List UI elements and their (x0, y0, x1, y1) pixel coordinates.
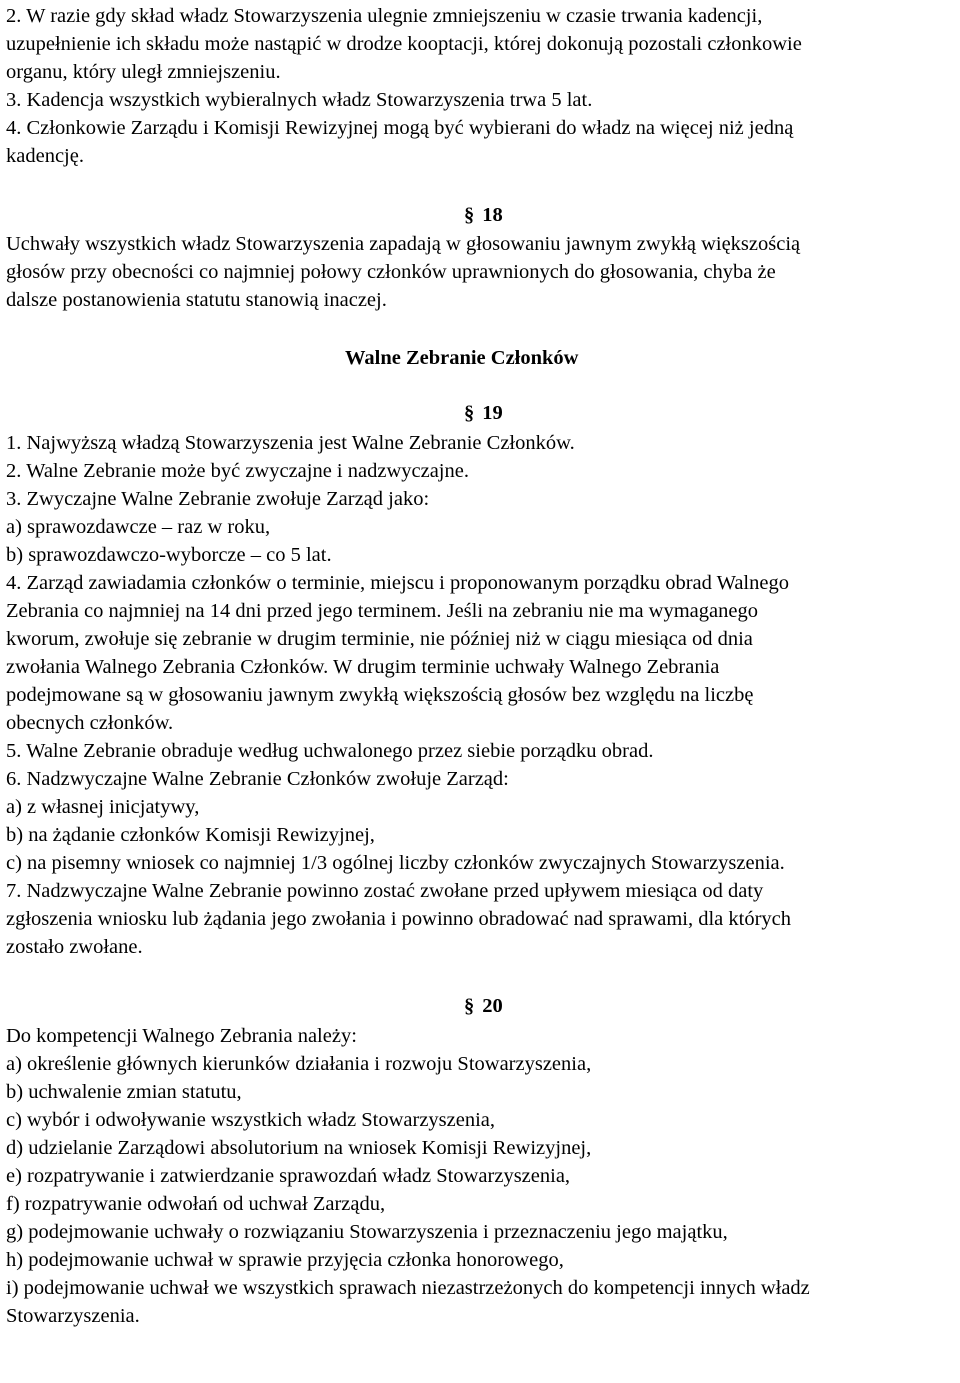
section-sign-icon: § (464, 995, 475, 1017)
section-19-body (6, 429, 958, 961)
text-line: 2. Walne Zebranie może być zwyczajne i nadzwyczajne. (6, 460, 469, 482)
text-line: 2. W razie gdy skład władz Stowarzyszenia ulegnie zmniejszeniu w czasie trwania kadencji, (6, 5, 763, 27)
text-line: zostało zwołane. (6, 936, 143, 958)
section-number: 19 (482, 402, 503, 424)
text-line: zgłoszenia wniosku lub żądania jego zwołania i powinno obradować nad sprawami, dla których (6, 908, 792, 930)
section-heading-20 (6, 992, 958, 1020)
text-line: Zebrania co najmniej na 14 dni przed jego terminem. Jeśli na zebraniu nie ma wymaganego (6, 600, 758, 622)
text-line: b) na żądanie członków Komisji Rewizyjnej, (6, 824, 375, 846)
text-line: 6. Nadzwyczajne Walne Zebranie Członków zwołuje Zarząd: (6, 768, 509, 790)
text-line: e) rozpatrywanie i zatwierdzanie sprawozdań władz Stowarzyszenia, (6, 1165, 571, 1187)
text-line: organu, który uległ zmniejszeniu. (6, 61, 281, 83)
text-line: 4. Członkowie Zarządu i Komisji Rewizyjnej mogą być wybierani do władz na więcej niż jedną (6, 117, 794, 139)
section-heading-19 (6, 399, 958, 427)
text-line: a) sprawozdawcze – raz w roku, (6, 516, 271, 538)
text-line: i) podejmowanie uchwał we wszystkich sprawach niezastrzeżonych do kompetencji innych władz (6, 1277, 810, 1299)
text-line: 4. Zarząd zawiadamia członków o terminie, miejscu i proponowanym porządku obrad Walnego (6, 572, 789, 594)
text-line: obecnych członków. (6, 712, 174, 734)
text-line: podejmowane są w głosowaniu jawnym zwykłą większością głosów bez względu na liczbę (6, 684, 754, 706)
text-line: dalsze postanowienia statutu stanowią inaczej. (6, 289, 387, 311)
section-sign-icon: § (464, 204, 475, 226)
text-line: kworum, zwołuje się zebranie w drugim terminie, nie później niż w ciągu miesiąca od dnia (6, 628, 753, 650)
text-line: h) podejmowanie uchwał w sprawie przyjęcia członka honorowego, (6, 1249, 564, 1271)
text-line: 5. Walne Zebranie obraduje według uchwalonego przez siebie porządku obrad. (6, 740, 654, 762)
text-line: g) podejmowanie uchwały o rozwiązaniu Stowarzyszenia i przeznaczeniu jego majątku, (6, 1221, 728, 1243)
section-heading-18 (6, 201, 958, 229)
text-line: Stowarzyszenia. (6, 1305, 140, 1327)
text-line: a) określenie głównych kierunków działania i rozwoju Stowarzyszenia, (6, 1053, 592, 1075)
section-number: 20 (482, 995, 503, 1017)
section-sign-icon: § (464, 402, 475, 424)
text-line: a) z własnej inicjatywy, (6, 796, 200, 818)
text-line: b) sprawozdawczo-wyborcze – co 5 lat. (6, 544, 332, 566)
text-line: Do kompetencji Walnego Zebrania należy: (6, 1025, 357, 1047)
chapter-title: Walne Zebranie Członków (345, 347, 579, 369)
text-line: Uchwały wszystkich władz Stowarzyszenia zapadają w głosowaniu jawnym zwykłą większością (6, 233, 801, 255)
document-page (6, 2, 958, 1330)
text-line: kadencję. (6, 145, 84, 167)
top-paragraphs (6, 2, 958, 170)
text-line: 1. Najwyższą władzą Stowarzyszenia jest Walne Zebranie Członków. (6, 432, 575, 454)
text-line: b) uchwalenie zmian statutu, (6, 1081, 242, 1103)
text-line: 3. Zwyczajne Walne Zebranie zwołuje Zarząd jako: (6, 488, 430, 510)
section-18-body (6, 230, 958, 314)
text-line: f) rozpatrywanie odwołań od uchwał Zarządu, (6, 1193, 386, 1215)
text-line: głosów przy obecności co najmniej połowy członków uprawnionych do głosowania, chyba że (6, 261, 776, 283)
text-line: zwołania Walnego Zebrania Członków. W drugim terminie uchwały Walnego Zebrania (6, 656, 720, 678)
section-20-body (6, 1022, 958, 1330)
section-number: 18 (482, 204, 503, 226)
text-line: d) udzielanie Zarządowi absolutorium na wniosek Komisji Rewizyjnej, (6, 1137, 592, 1159)
text-line: 3. Kadencja wszystkich wybieralnych władz Stowarzyszenia trwa 5 lat. (6, 89, 593, 111)
text-line: c) na pisemny wniosek co najmniej 1/3 ogólnej liczby członków zwyczajnych Stowarzyszenia. (6, 852, 785, 874)
text-line: c) wybór i odwoływanie wszystkich władz Stowarzyszenia, (6, 1109, 496, 1131)
text-line: 7. Nadzwyczajne Walne Zebranie powinno zostać zwołane przed upływem miesiąca od daty (6, 880, 764, 902)
text-line: uzupełnienie ich składu może nastąpić w drodze kooptacji, której dokonują pozostali członkowie (6, 33, 802, 55)
